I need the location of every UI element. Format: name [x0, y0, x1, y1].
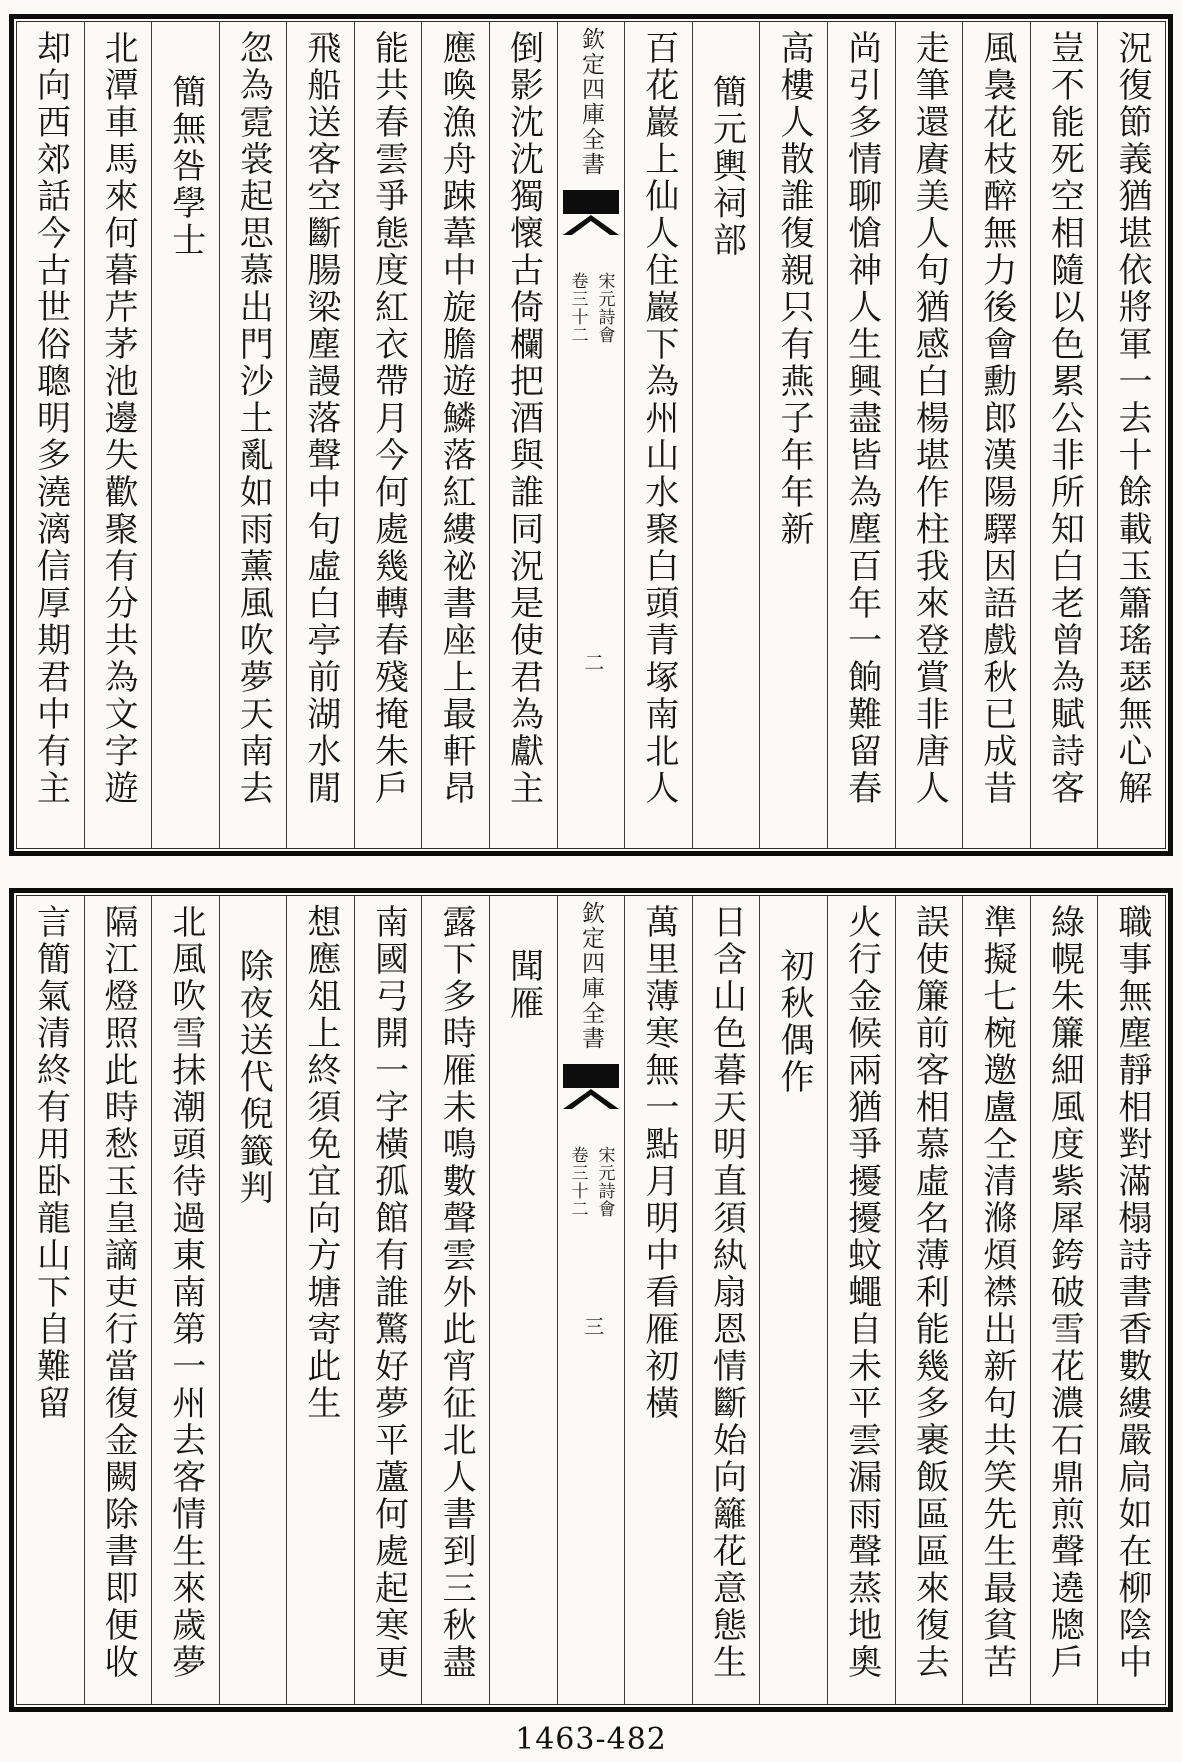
page-block-top — [9, 14, 1173, 856]
text-column: 高樓人散誰復親只有燕子年年新 — [759, 22, 827, 848]
fishtail-chevron — [563, 215, 619, 235]
text-column: 飛船送客空斷腸梁塵謾落聲中句虛白亭前湖水閒 — [286, 22, 354, 848]
fishtail-bar — [563, 1064, 619, 1088]
text-column: 誤使簾前客相慕虛名薄利能幾多裹飯區區來復去 — [895, 896, 963, 1704]
text-column: 準擬七椀邀盧仝清滌煩襟出新句共笑先生最貧苦 — [962, 896, 1030, 1704]
page-frame — [16, 895, 1166, 1705]
text-column: 職事無塵靜相對滿榻詩書香數縷嚴扃如在柳陰中 — [1097, 896, 1165, 1704]
text-column: 走筆還賡美人句猶感白楊堪作柱我來登賞非唐人 — [895, 22, 963, 848]
work-title: 宋元詩會 — [594, 1146, 615, 1218]
text-column: 萬里薄寒無一點月明中看雁初橫 — [624, 896, 692, 1704]
text-column: 北潭車馬來何暮芹茅池邊失歡聚有分共為文字遊 — [84, 22, 152, 848]
text-column: 忽為霓裳起思慕出門沙土亂如雨薰風吹夢天南去 — [219, 22, 287, 848]
center-fold-column — [557, 22, 625, 848]
fishtail-icon — [563, 190, 619, 236]
text-column: 隔江燈照此時愁玉皇謫吏行當復金闕除書即便收 — [84, 896, 152, 1704]
text-column: 却向西郊話今古世俗聰明多澆漓信厚期君中有主 — [30, 30, 71, 807]
text-column: 露下多時雁未鳴數聲雲外此宵征北人書到三秋盡 — [421, 896, 489, 1704]
work-title: 宋元詩會 — [594, 272, 615, 344]
text-column: 倒影沈沈獨懷古倚欄把酒與誰同況是使君為獻主 — [489, 22, 557, 848]
chapter-label: 卷三十二 — [567, 1146, 588, 1218]
text-column: 況復節義猶堪依將軍一去十餘載玉簫瑤瑟無心解 — [1097, 22, 1165, 848]
text-column: 百花巖上仙人住巖下為州山水聚白頭青塚南北人 — [624, 22, 692, 848]
text-column: 風裊花枝醉無力後會勳郎漢陽驛因語戲秋已成昔 — [962, 22, 1030, 848]
text-column: 南國弓開一字橫孤館有誰驚好夢平蘆何處起寒更 — [354, 896, 422, 1704]
page-frame — [16, 21, 1166, 849]
book-title: 欽定四庫全書 — [577, 27, 604, 177]
poem-title-column: 聞雁 — [489, 896, 557, 1704]
poem-title-column: 簡無咎學士 — [151, 22, 219, 848]
page-number: 1463-482 — [515, 1722, 667, 1757]
text-column: 應喚漁舟踈葦中旋膽遊鱗落紅縷祕書座上最軒昂 — [421, 22, 489, 848]
text-column: 豈不能死空相隨以色累公非所知白老曾為賦詩客 — [1030, 22, 1098, 848]
folio-number: 三 — [580, 1316, 605, 1339]
folio-number: 二 — [580, 652, 605, 675]
text-column: 能共春雲爭態度紅衣帶月今何處幾轉春殘掩朱戶 — [354, 22, 422, 848]
center-fold-column — [557, 896, 625, 1704]
text-column: 尚引多情聊愴神人生興盡皆為塵百年一餉難留春 — [827, 22, 895, 848]
fishtail-bar — [563, 190, 619, 214]
text-column: 北風吹雪抹潮頭待過東南第一州去客情生來歲夢 — [151, 896, 219, 1704]
poem-title-column: 初秋偶作 — [759, 896, 827, 1704]
chapter-label: 卷三十二 — [567, 272, 588, 344]
text-column: 日含山色暮天明直須紈扇恩情斷始向籬花意態生 — [692, 896, 760, 1704]
poem-title-column: 除夜送代倪籤判 — [219, 896, 287, 1704]
poem-title-column: 簡元輿祠部 — [692, 22, 760, 848]
page-block-bottom — [9, 888, 1173, 1712]
fishtail-chevron — [563, 1089, 619, 1109]
volume-label — [565, 272, 616, 344]
text-column: 想應俎上終須免宜向方塘寄此生 — [286, 896, 354, 1704]
text-column: 言簡氣清終有用卧龍山下自難留 — [30, 904, 71, 1422]
volume-label — [565, 1146, 616, 1218]
text-column: 綠幌朱簾細風度紫犀銙破雪花濃石鼎煎聲遶牕戶 — [1030, 896, 1098, 1704]
book-title: 欽定四庫全書 — [577, 901, 604, 1051]
fishtail-icon — [563, 1064, 619, 1110]
text-column: 火行金候兩猶爭擾擾蚊蠅自未平雲漏雨聲蒸地奧 — [827, 896, 895, 1704]
